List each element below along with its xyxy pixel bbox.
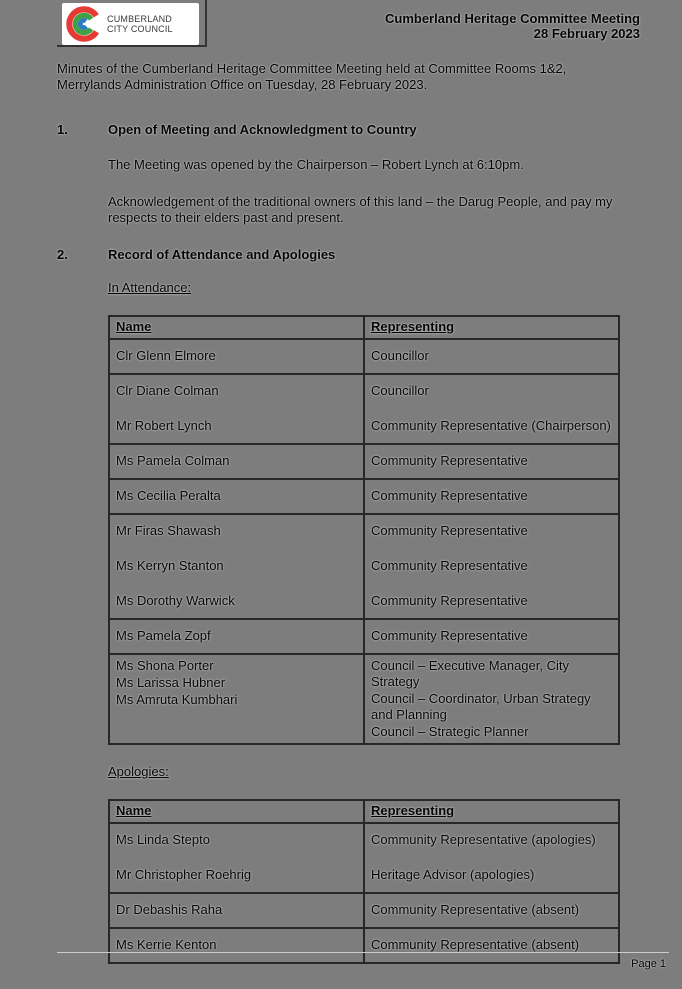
name-cell	[109, 374, 364, 444]
name-cell	[109, 619, 364, 654]
column-header-label: Representing	[371, 803, 455, 818]
person-role: Community Representative (absent)	[371, 902, 580, 917]
header-logo-cell	[57, 0, 207, 47]
document-content	[0, 61, 682, 964]
column-header-label: Name	[116, 803, 152, 818]
person-role: Community Representative (absent)	[371, 937, 580, 952]
council-logo-text	[107, 14, 173, 34]
table-row	[109, 928, 619, 963]
page-header	[0, 0, 682, 47]
person-role: Community Representative (apologies)	[371, 832, 596, 847]
attendance-table	[108, 315, 620, 745]
council-logo	[62, 3, 199, 45]
representing-cell	[364, 893, 619, 928]
name-cell	[109, 893, 364, 928]
column-header	[109, 800, 364, 823]
person-name: Mr Christopher Roehrig	[116, 867, 252, 882]
section-1-body	[108, 122, 640, 226]
column-header	[364, 800, 619, 823]
title-line1: Cumberland Heritage Committee Meeting	[385, 11, 640, 26]
column-header-label: Name	[116, 319, 152, 334]
person-name: Ms Pamela Zopf	[116, 628, 211, 643]
section-2-title: Record of Attendance and Apologies	[108, 247, 336, 262]
person-name: Clr Glenn Elmore	[116, 348, 216, 363]
name-cell	[109, 823, 364, 893]
person-name: Mr Robert Lynch	[116, 418, 212, 433]
table-row	[109, 619, 619, 654]
person-role: Community Representative	[371, 593, 528, 608]
page-number: Page 1	[631, 958, 666, 970]
table-row	[109, 339, 619, 374]
person-name: Ms Kerryn Stanton	[116, 558, 224, 573]
section-1-title: Open of Meeting and Acknowledgment to Country	[108, 122, 417, 137]
person-role: Community Representative	[371, 558, 528, 573]
table-row	[109, 654, 619, 744]
name-cell	[109, 928, 364, 963]
council-c-icon	[65, 5, 103, 43]
document-title	[207, 0, 640, 41]
logo-line1: CUMBERLAND	[107, 14, 173, 24]
table-row	[109, 823, 619, 893]
representing-cell	[364, 928, 619, 963]
table-row	[109, 444, 619, 479]
person-name: Ms Amruta Kumbhari	[116, 692, 238, 707]
table-row	[109, 479, 619, 514]
representing-cell	[364, 339, 619, 374]
person-name: Clr Diane Colman	[116, 383, 219, 398]
apologies-header-row	[109, 800, 619, 823]
representing-cell	[364, 444, 619, 479]
person-role: Councillor	[371, 383, 429, 398]
person-role: Community Representative	[371, 453, 528, 468]
person-role: Council – Executive Manager, City Strategy	[371, 658, 569, 689]
person-name: Ms Shona Porter	[116, 658, 214, 673]
title-line2: 28 February 2023	[533, 26, 640, 41]
section-2-body	[108, 247, 640, 964]
section-1-paragraph-1: The Meeting was opened by the Chairperson – Robert Lynch at 6:10pm.	[108, 157, 524, 172]
person-role: Community Representative (Chairperson)	[371, 418, 611, 433]
section-1-number: 1.	[57, 122, 68, 137]
representing-cell	[364, 514, 619, 619]
representing-cell	[364, 619, 619, 654]
logo-line2: CITY COUNCIL	[107, 24, 173, 34]
person-role: Community Representative	[371, 523, 528, 538]
intro-paragraph: Minutes of the Cumberland Heritage Committee Meeting held at Committee Rooms 1&2, Merrylands Administration Office on Tuesday, 28 February 2023.	[57, 61, 567, 92]
person-role: Community Representative	[371, 628, 528, 643]
person-name: Mr Firas Shawash	[116, 523, 221, 538]
person-name: Ms Larissa Hubner	[116, 675, 226, 690]
representing-cell	[364, 654, 619, 744]
person-role: Community Representative	[371, 488, 528, 503]
attendance-label: In Attendance:	[108, 280, 192, 295]
person-role: Council – Strategic Planner	[371, 724, 529, 739]
person-name: Ms Dorothy Warwick	[116, 593, 235, 608]
table-row	[109, 893, 619, 928]
representing-cell	[364, 374, 619, 444]
person-name: Ms Cecilia Peralta	[116, 488, 221, 503]
section-1	[57, 122, 640, 226]
table-row	[109, 514, 619, 619]
apologies-table	[108, 799, 620, 964]
section-2-number: 2.	[57, 247, 68, 262]
section-2	[57, 247, 640, 964]
person-name: Ms Linda Stepto	[116, 832, 210, 847]
attendance-header-row	[109, 316, 619, 339]
name-cell	[109, 654, 364, 744]
name-cell	[109, 444, 364, 479]
table-row	[109, 374, 619, 444]
person-name: Ms Kerrie Kenton	[116, 937, 217, 952]
person-name: Ms Pamela Colman	[116, 453, 230, 468]
apologies-label: Apologies:	[108, 764, 169, 779]
person-name: Dr Debashis Raha	[116, 902, 223, 917]
section-1-paragraph-2: Acknowledgement of the traditional owners of this land – the Darug People, and pay my respects to their elders past and present.	[108, 194, 613, 225]
representing-cell	[364, 823, 619, 893]
footer-divider	[57, 952, 669, 953]
column-header	[364, 316, 619, 339]
name-cell	[109, 479, 364, 514]
person-role: Council – Coordinator, Urban Strategy and Planning	[371, 691, 591, 722]
person-role: Heritage Advisor (apologies)	[371, 867, 535, 882]
representing-cell	[364, 479, 619, 514]
name-cell	[109, 339, 364, 374]
column-header-label: Representing	[371, 319, 455, 334]
person-role: Councillor	[371, 348, 429, 363]
name-cell	[109, 514, 364, 619]
column-header	[109, 316, 364, 339]
